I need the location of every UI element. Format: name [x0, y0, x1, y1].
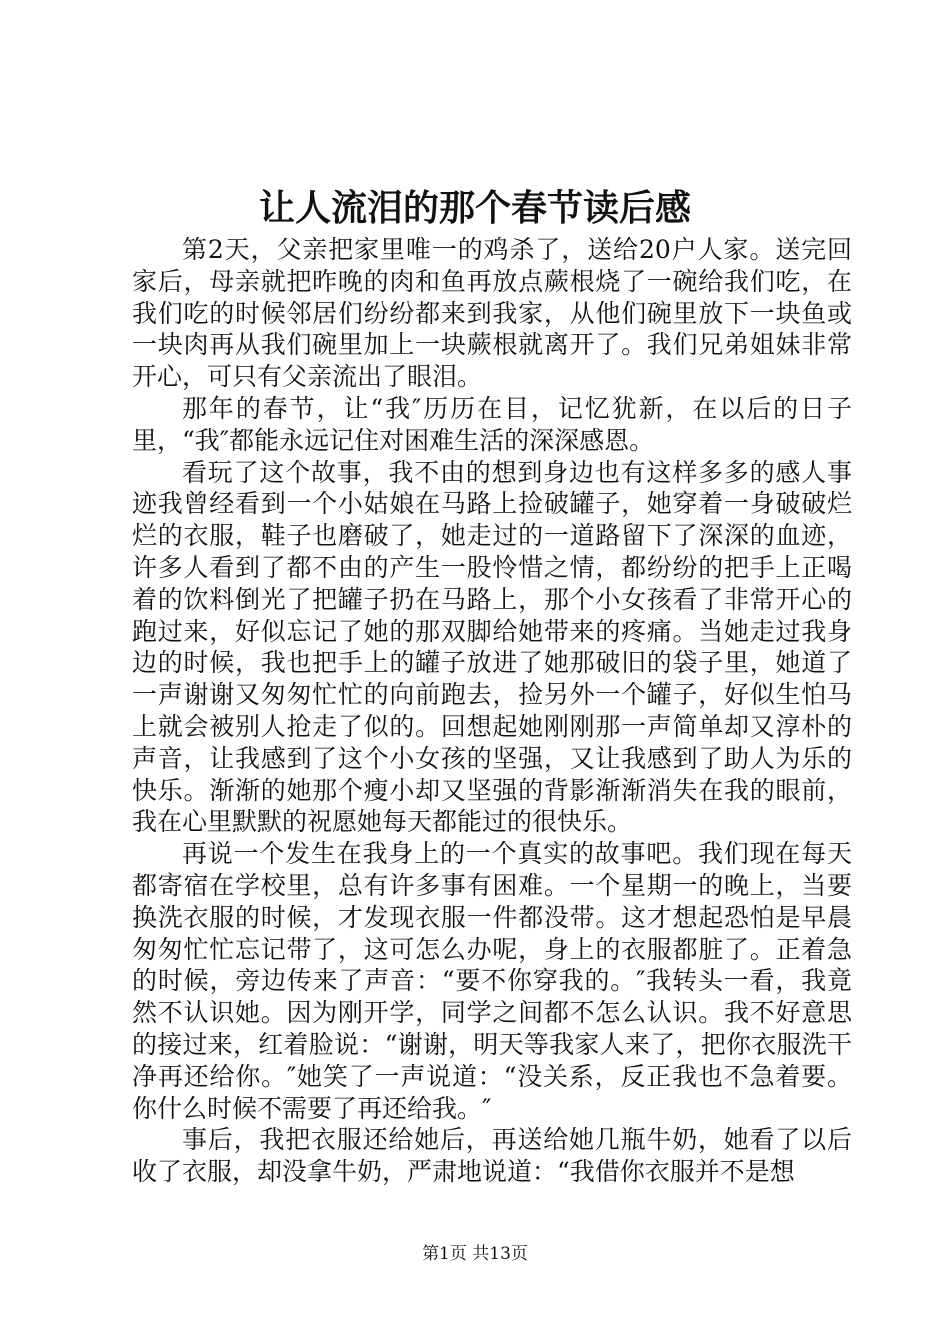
paragraph-2: 那年的春节，让“我″历历在目，记忆犹新，在以后的日子里，“我″都能永远记住对困难生活的深深感恩。: [132, 393, 852, 455]
paragraph-1: 第2天，父亲把家里唯一的鸡杀了，送给20户人家。送完回家后，母亲就把昨晚的肉和鱼再放点蕨根烧了一碗给我们吃，在我们吃的时候邻居们纷纷都来到我家，从他们碗里放下一块鱼或一块肉再从我们碗里加上一块蕨根就离开了。我们兄弟姐妹非常开心，可只有父亲流出了眼泪。: [132, 235, 852, 392]
page-title: 让人流泪的那个春节读后感: [258, 187, 691, 229]
document-body: [132, 234, 852, 1188]
page-footer: 第1页 共13页: [422, 1244, 528, 1264]
paragraph-4: 再说一个发生在我身上的一个真实的故事吧。我们现在每天都寄宿在学校里，总有许多事有困难。一个星期一的晚上，当要换洗衣服的时候，才发现衣服一件都没带。这才想起恐怕是早晨匆匆忙忙忘记带了，这可怎么办呢，身上的衣服都脏了。正着急的时候，旁边传来了声音：“要不你穿我的。″我转头一看，我竟然不认识她。因为刚开学，同学之间都不怎么认识。我不好意思的接过来，红着脸说：“谢谢，明天等我家人来了，把你衣服洗干净再还给你。″她笑了一声说道：“没关系，反正我也不急着要。你什么时候不需要了再还给我。″: [132, 839, 852, 1123]
paragraph-5: 事后，我把衣服还给她后，再送给她几瓶牛奶，她看了以后收了衣服，却没拿牛奶，严肃地说道：“我借你衣服并不是想: [132, 1125, 852, 1187]
paragraph-3: 看玩了这个故事，我不由的想到身边也有这样多多的感人事迹我曾经看到一个小姑娘在马路上捡破罐子，她穿着一身破破烂烂的衣服，鞋子也磨破了，她走过的一道路留下了深深的血迹，许多人看到了都不由的产生一股怜惜之情，都纷纷的把手上正喝着的饮料倒光了把罐子扔在马路上，那个小女孩看了非常开心的跑过来，好似忘记了她的那双脚给她带来的疼痛。当她走过我身边的时候，我也把手上的罐子放进了她那破旧的袋子里，她道了一声谢谢又匆匆忙忙的向前跑去，捡另外一个罐子，好似生怕马上就会被别人抢走了似的。回想起她刚刚那一声简单却又淳朴的声音，让我感到了这个小女孩的坚强，又让我感到了助人为乐的快乐。渐渐的她那个瘦小却又坚强的背影渐渐消失在我的眼前，我在心里默默的祝愿她每天都能过的很快乐。: [132, 457, 852, 837]
